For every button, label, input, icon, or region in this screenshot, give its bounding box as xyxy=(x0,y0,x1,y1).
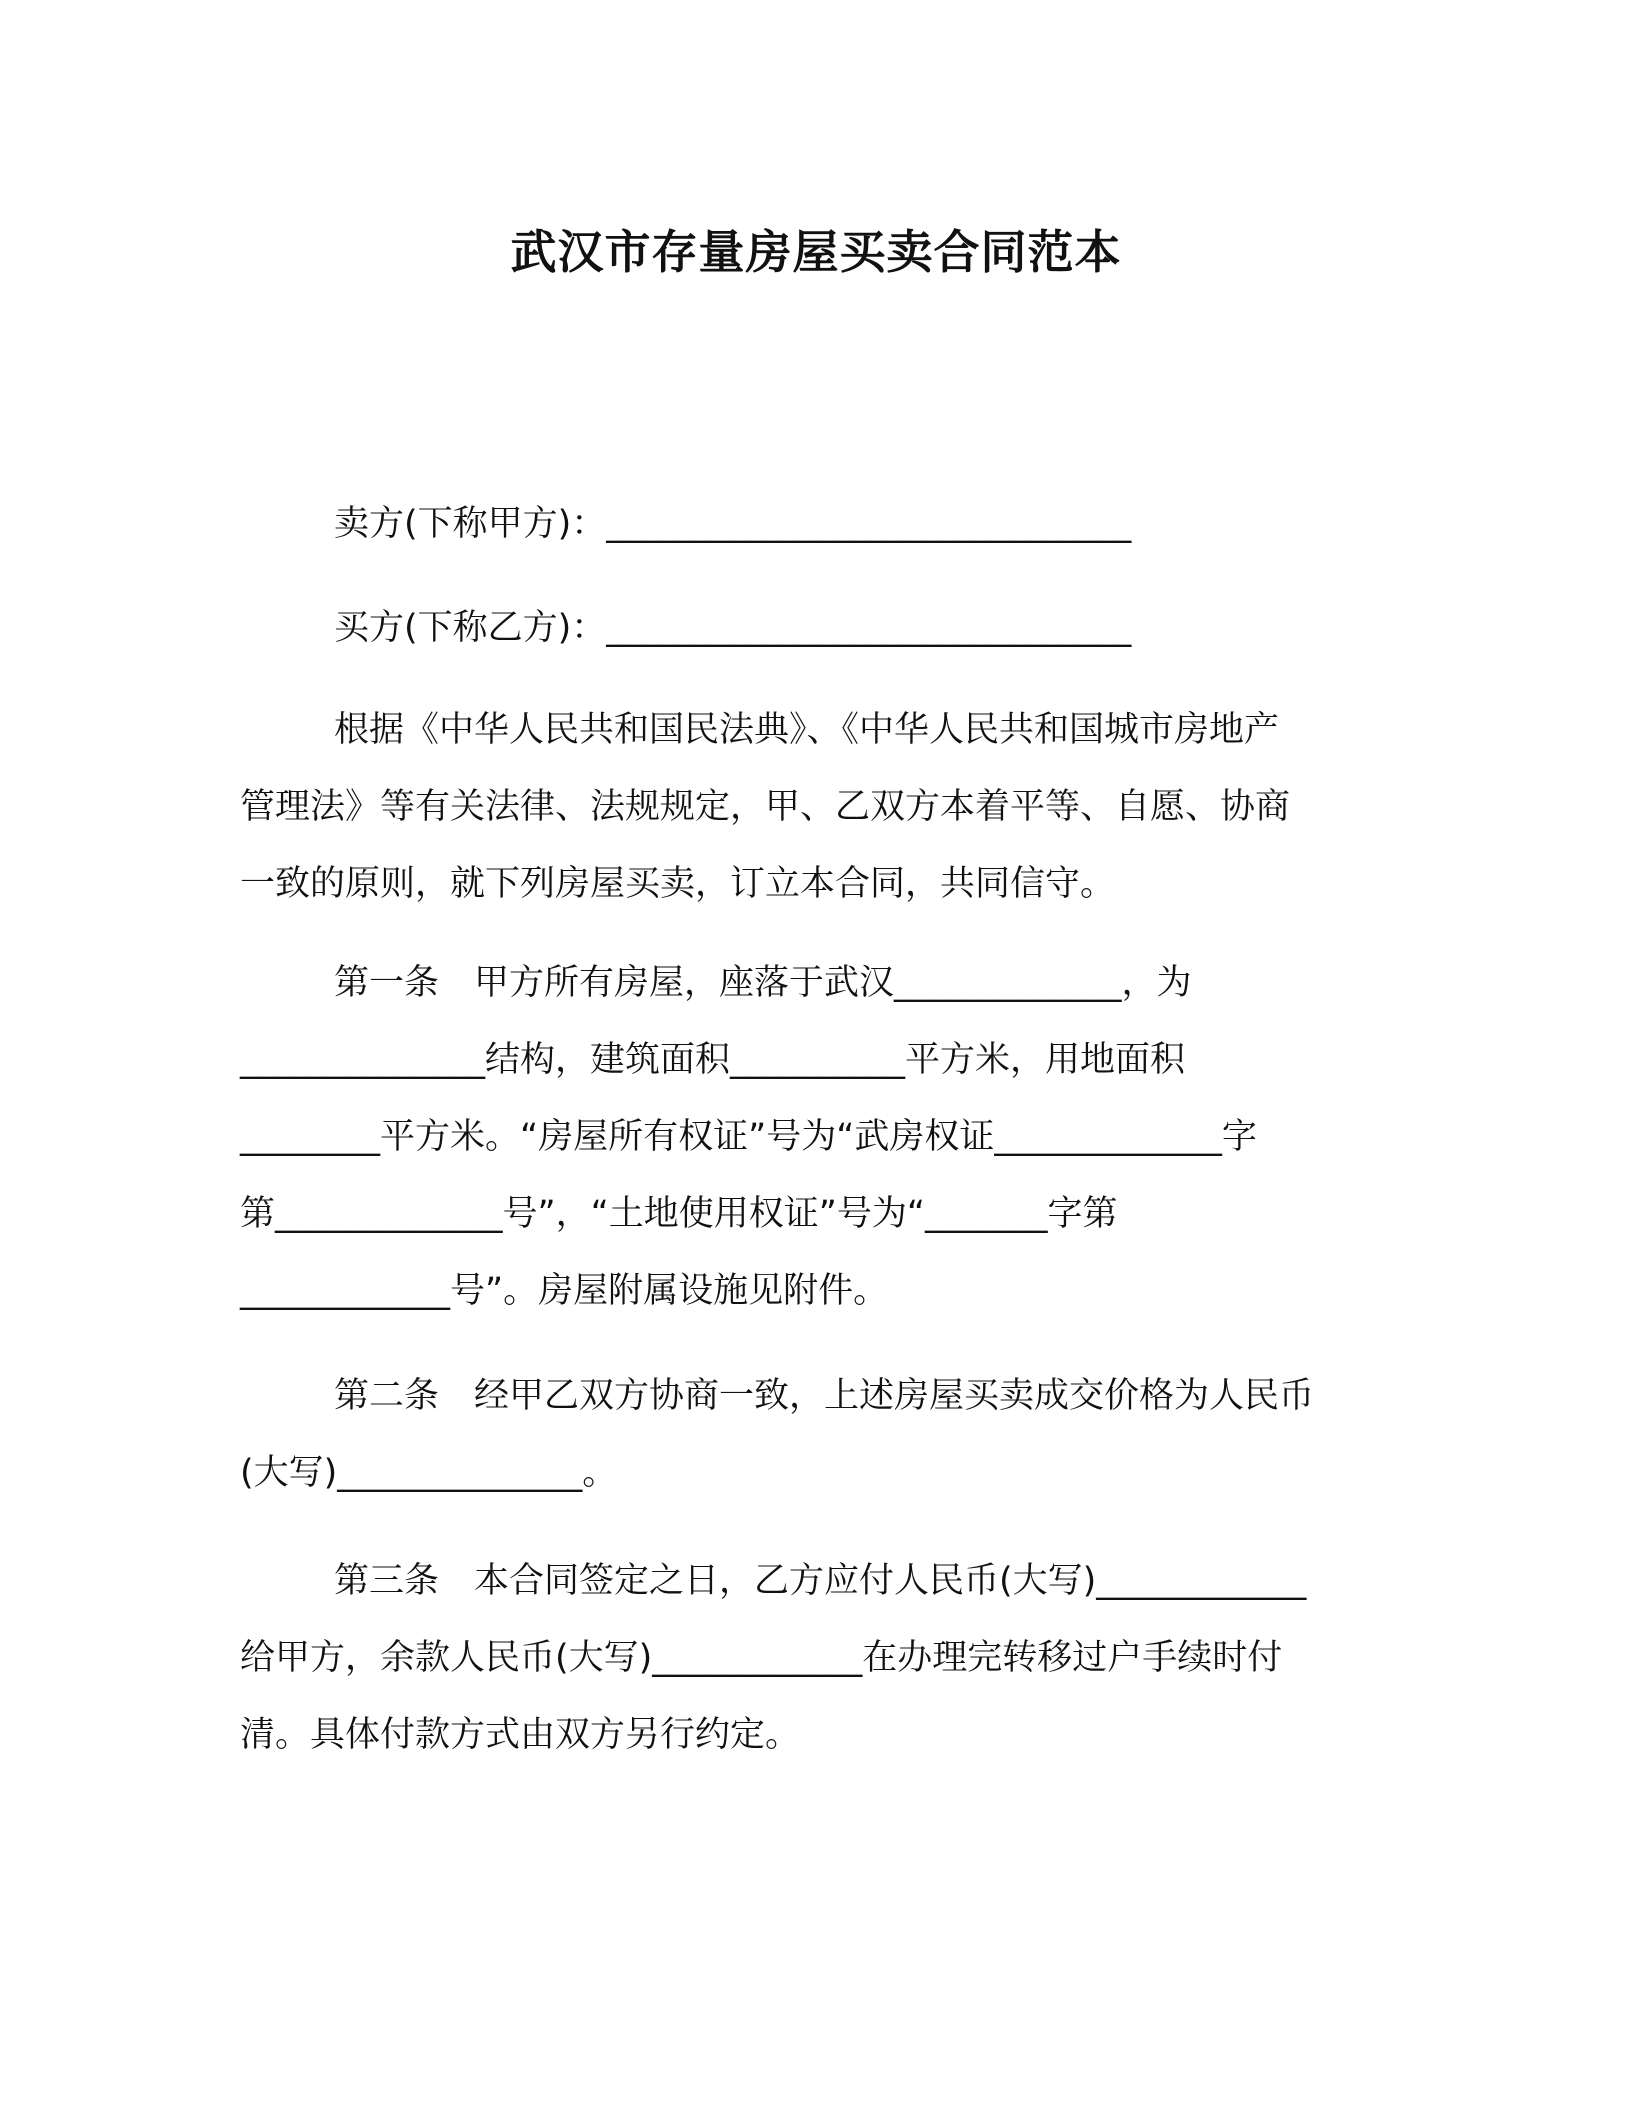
article-3-line: 清。具体付款方式由双方另行约定。 xyxy=(240,1715,801,1755)
article-3-line: 第三条 本合同签定之日，乙方应付人民币(大写)____________ xyxy=(334,1561,1307,1601)
article-2-line: (大写)______________。 xyxy=(240,1453,618,1493)
seller-line: 卖方(下称甲方)：______________________________ xyxy=(334,504,1132,544)
buyer-line: 买方(下称乙方)：______________________________ xyxy=(334,608,1132,648)
preamble-line: 管理法》等有关法律、法规规定，甲、乙双方本着平等、自愿、协商 xyxy=(240,787,1291,827)
article-2-paragraph xyxy=(240,1358,1390,1512)
article-1-line: ____________号”。房屋附属设施见附件。 xyxy=(240,1271,889,1311)
preamble-paragraph xyxy=(240,692,1390,923)
article-2-line: 第二条 经甲乙双方协商一致，上述房屋买卖成交价格为人民币 xyxy=(334,1376,1315,1416)
article-1-line: ________平方米。“房屋所有权证”号为“武房权证_____________字 xyxy=(240,1117,1257,1157)
preamble-line: 根据《中华人民共和国民法典》、《中华人民共和国城市房地产 xyxy=(334,710,1280,750)
article-1-line: ______________结构，建筑面积__________平方米，用地面积 xyxy=(240,1040,1186,1080)
article-1-paragraph xyxy=(240,945,1390,1330)
document-title: 武汉市存量房屋买卖合同范本 xyxy=(510,225,1122,279)
preamble-line: 一致的原则，就下列房屋买卖，订立本合同，共同信守。 xyxy=(240,864,1116,904)
article-1-line: 第_____________号”，“土地使用权证”号为“_______字第 xyxy=(240,1194,1118,1234)
article-1-line: 第一条 甲方所有房屋，座落于武汉_____________，为 xyxy=(334,963,1192,1003)
article-3-line: 给甲方，余款人民币(大写)____________在办理完转移过户手续时付 xyxy=(240,1638,1283,1678)
article-3-paragraph xyxy=(240,1543,1390,1774)
